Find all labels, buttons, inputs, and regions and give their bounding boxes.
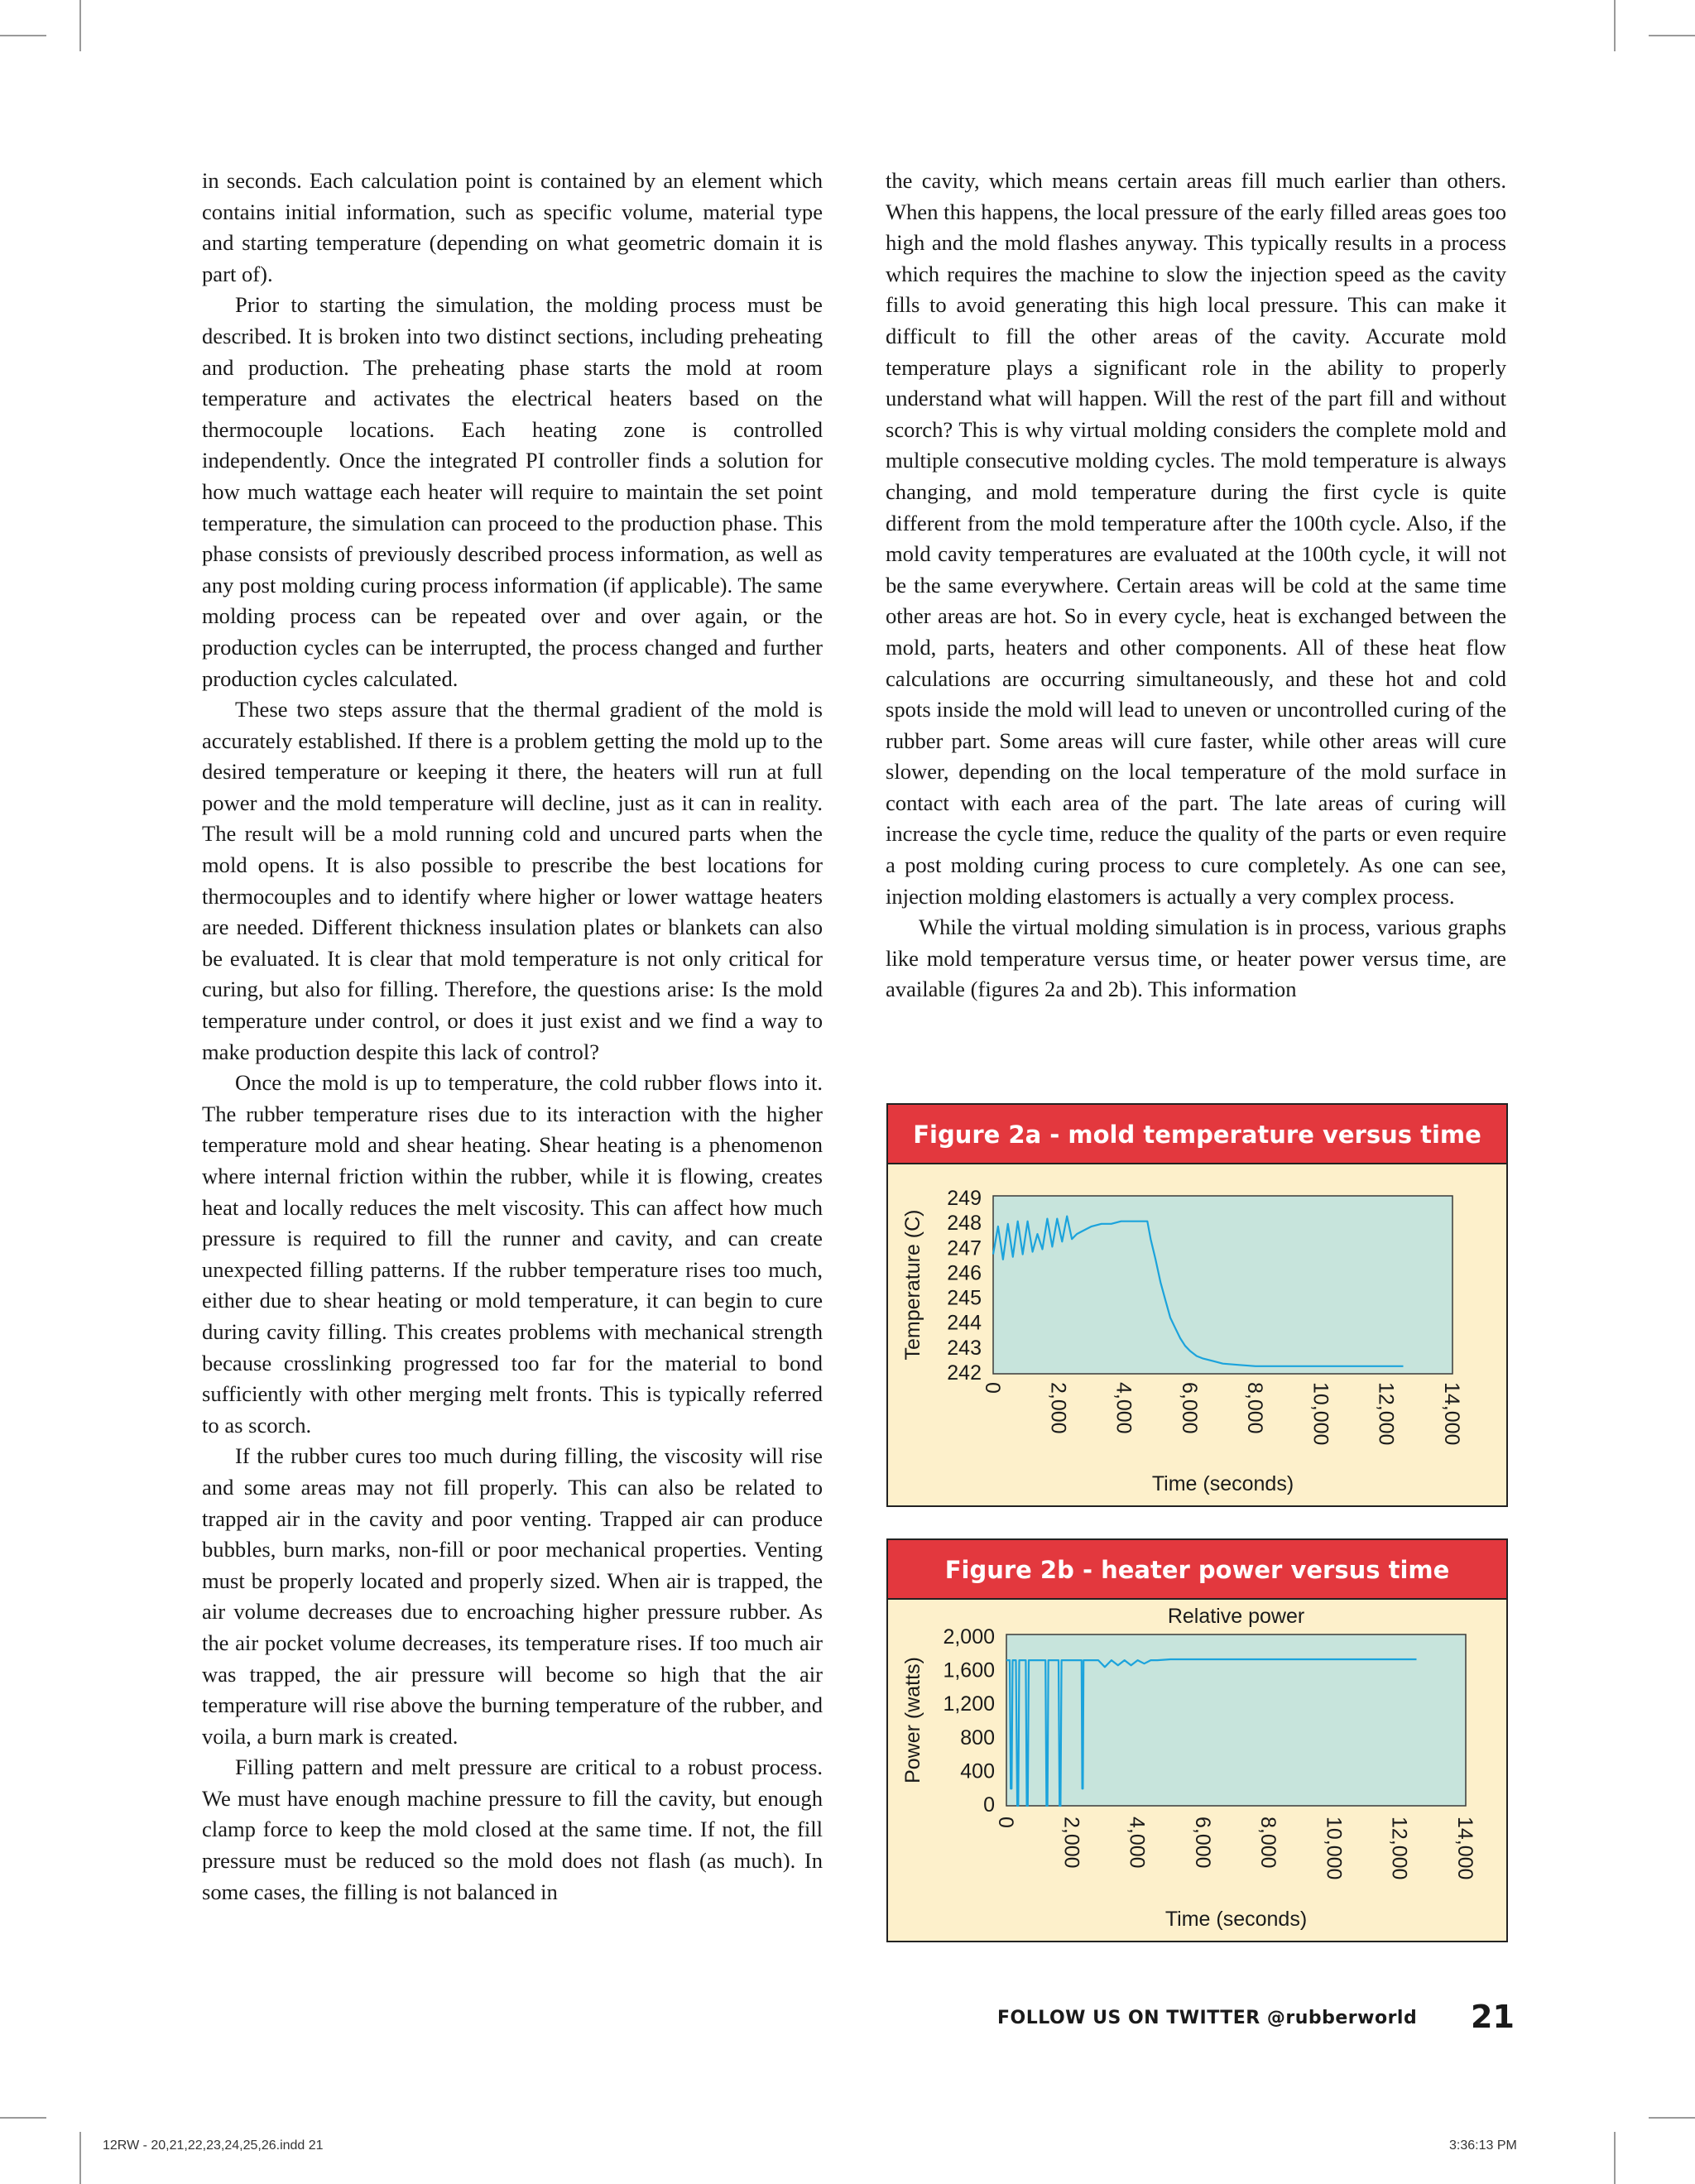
x-tick-label: 8,000 xyxy=(1256,1817,1280,1869)
page-number: 21 xyxy=(1471,1999,1515,2035)
x-axis-label: Time (seconds) xyxy=(1151,1472,1294,1495)
y-tick-label: 1,200 xyxy=(943,1692,995,1716)
paragraph: Prior to starting the simulation, the molding process must be described. It is broken into two distinct sections, including preheating and production. The preheating phase starts the mold at room temperature and activates the electrical heaters based on the thermocouple locations. Each heating zone is controlled independently. Once the integrated PI controller finds a solution for how much wattage each heater will require to maintain the set point temperature, the simulation can proceed to the production phase. This phase consists of previously described process information, as well as any post molding curing process information (if applicable). The same molding process can be repeated over and over again, or the production cycles can be interrupted, the process changed and further production cycles calculated. xyxy=(202,292,823,691)
crop-mark xyxy=(1614,0,1616,51)
y-tick-label: 244 xyxy=(947,1311,982,1335)
x-tick-label: 12,000 xyxy=(1387,1817,1411,1880)
figure-2a-chart xyxy=(888,1164,1505,1504)
x-tick-label: 0 xyxy=(981,1382,1004,1394)
y-tick-label: 245 xyxy=(947,1286,982,1310)
slug-time: 3:36:13 PM xyxy=(1449,2138,1517,2153)
x-tick-label: 6,000 xyxy=(1190,1817,1214,1869)
x-tick-label: 2,000 xyxy=(1046,1382,1070,1434)
x-axis-label: Time (seconds) xyxy=(1164,1908,1308,1931)
crop-mark xyxy=(1614,2132,1616,2184)
paragraph: the cavity, which means certain areas fill much earlier than others. When this happens, the local pressure of the early filled areas goes too high and the mold flashes anyway. This typically results in a process which requires the machine to slow the injection speed as the cavity fills to avoid generating this high local pressure. This can make it difficult to fill the other areas of the cavity. Accurate mold temperature plays a significant role in the ability to properly understand what will happen. Will the rest of the part fill and without scorch? This is why virtual molding considers the complete mold and multiple consecutive molding cycles. The mold temperature is always changing, and mold temperature during the first cycle is quite different from the mold temperature after the 100th cycle. Also, if the mold cavity temperatures are evaluated at the 100th cycle, it will not be the same everywhere. Certain areas will be cold at the same time other areas are hot. So in every cycle, heat is exchanged between the mold, parts, heaters and other components. All of these heat flow calculations are occurring simultaneously, and these hot and cold spots inside the mold will lead to uneven or uncontrolled curing of the rubber part. Some areas will cure faster, while other areas will cure slower, depending on the local temperature of the mold surface in contact with each area of the part. The late areas of curing will increase the cycle time, reduce the quality of the parts or even require a post molding curing process to cure completely. As one can see, injection molding elastomers is actually a very complex process. xyxy=(886,168,1506,909)
article-column-right xyxy=(886,166,1506,1006)
crop-mark xyxy=(79,0,81,51)
x-tick-label: 14,000 xyxy=(1453,1817,1477,1880)
y-tick-label: 800 xyxy=(960,1726,995,1750)
y-tick-label: 1,600 xyxy=(943,1658,995,1682)
y-tick-label: 247 xyxy=(947,1236,982,1260)
x-tick-label: 2,000 xyxy=(1059,1817,1083,1869)
y-tick-label: 249 xyxy=(947,1187,982,1210)
paragraph: Filling pattern and melt pressure are critical to a robust process. We must have enough machine pressure to fill the cavity, but enough clamp force to keep the mold closed at the same time. If not, the fill pressure must be reduced so the mold does not flash (as much). In some cases, the filling is not balanced in xyxy=(202,1754,823,1904)
paragraph: in seconds. Each calculation point is contained by an element which contains initial information, such as specific volume, material type and starting temperature (depending on what geometric domain it is part of). xyxy=(202,168,823,286)
y-tick-label: 0 xyxy=(983,1793,995,1817)
slug-filename: 12RW - 20,21,22,23,24,25,26.indd 21 xyxy=(103,2138,324,2153)
crop-mark xyxy=(1649,2117,1695,2119)
y-tick-label: 248 xyxy=(947,1212,982,1236)
figure-2b xyxy=(886,1538,1508,1942)
x-tick-label: 4,000 xyxy=(1112,1382,1136,1434)
paragraph: If the rubber cures too much during filling, the viscosity will rise and some areas may not fill properly. This can also be related to trapped air in the cavity and poor venting. Trapped air can produce bubbles, burn marks, non-fill or poor mechanical properties. Venting must be properly located and properly sized. When air is trapped, the air volume decreases due to encroaching higher pressure rubber. As the air pocket volume decreases, its temperature rises. If too much air was trapped, the air pressure will become so high that the air temperature will rise above the burning temperature of the rubber, and voila, a burn mark is created. xyxy=(202,1443,823,1749)
y-tick-label: 2,000 xyxy=(943,1625,995,1649)
y-axis-label: Power (watts) xyxy=(901,1657,924,1783)
article-column-left xyxy=(202,166,823,1908)
paragraph: Once the mold is up to temperature, the cold rubber flows into it. The rubber temperature rises due to its interaction with the higher temperature mold and shear heating. Shear heating is a phenomenon where internal friction within the rubber, while it is flowing, creates heat and locally reduces the melt viscosity. This can affect how much pressure is required to fill the runner and cavity, and can create unexpected filling patterns. If the rubber temperature rises too much, either due to shear heating or mold temperature, it can begin to cure during cavity filling. This creates problems with mechanical strength because crosslinking progressed too far for the material to bond sufficiently with other merging melt fronts. This is typically referred to as scorch. xyxy=(202,1070,823,1438)
x-tick-label: 10,000 xyxy=(1322,1817,1346,1880)
y-tick-label: 400 xyxy=(960,1759,995,1783)
y-tick-label: 246 xyxy=(947,1261,982,1285)
crop-mark xyxy=(0,2117,46,2119)
x-tick-label: 8,000 xyxy=(1243,1382,1267,1434)
paragraph: These two steps assure that the thermal gradient of the mold is accurately established. If there is a problem getting the mold up to the desired temperature or keeping it there, the heaters will run at full power and the mold temperature will decline, just as it can in reality. The result will be a mold running cold and uncured parts when the mold opens. It is also possible to prescribe the best locations for thermocouples and to identify where higher or lower wattage heaters are needed. Different thickness insulation plates or blankets can also be evaluated. It is clear that mold temperature is not only critical for curing, but also for filling. Therefore, the questions arise: Is the mold temperature under control, or does it just exist and we find a way to make production despite this lack of control? xyxy=(202,697,823,1064)
x-tick-label: 14,000 xyxy=(1440,1382,1463,1446)
y-tick-label: 242 xyxy=(947,1361,982,1385)
crop-mark xyxy=(0,35,46,36)
x-tick-label: 4,000 xyxy=(1125,1817,1149,1869)
chart-subtitle: Relative power xyxy=(1167,1605,1305,1628)
footer-twitter: FOLLOW US ON TWITTER @rubberworld xyxy=(997,2008,1418,2028)
plot-area xyxy=(993,1196,1453,1374)
figure-2a xyxy=(886,1103,1508,1507)
crop-mark xyxy=(79,2132,81,2184)
figure-2b-title: Figure 2b - heater power versus time xyxy=(888,1540,1506,1600)
paragraph: While the virtual molding simulation is in process, various graphs like mold temperature versus time, or heater power versus time, are available (figures 2a and 2b). This information xyxy=(886,914,1506,1002)
y-axis-label: Temperature (C) xyxy=(901,1209,924,1361)
x-tick-label: 6,000 xyxy=(1177,1382,1201,1434)
figure-2b-chart xyxy=(888,1600,1505,1939)
figure-2a-title: Figure 2a - mold temperature versus time xyxy=(888,1105,1506,1164)
x-tick-label: 0 xyxy=(994,1817,1017,1828)
x-tick-label: 10,000 xyxy=(1308,1382,1332,1446)
y-tick-label: 243 xyxy=(947,1336,982,1360)
crop-mark xyxy=(1649,35,1695,36)
x-tick-label: 12,000 xyxy=(1374,1382,1398,1446)
